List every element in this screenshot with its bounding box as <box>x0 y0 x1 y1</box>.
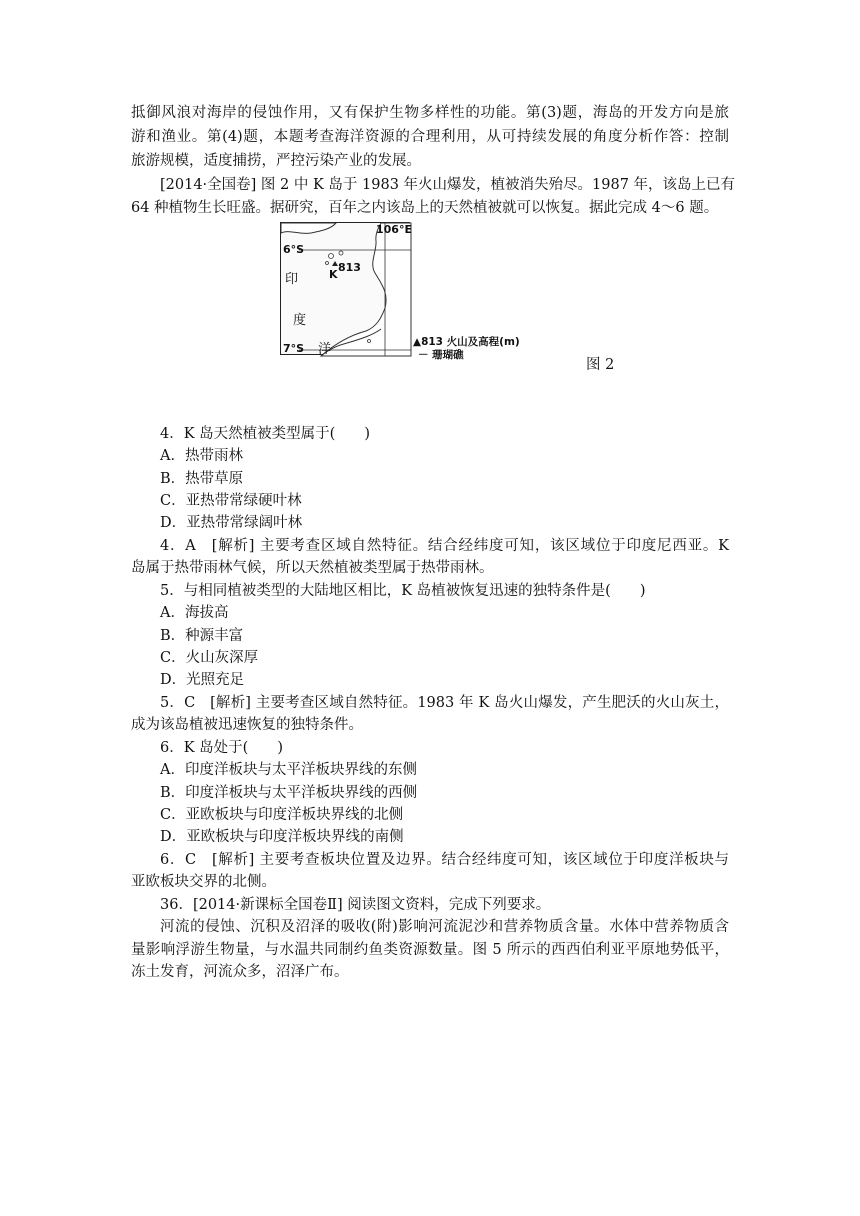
answer-line: 亚欧板块交界的北侧。 <box>131 874 276 890</box>
lat-top-label: 6°S <box>283 243 305 256</box>
option: A．海拔高 <box>160 605 229 621</box>
paragraph-line: 冻土发育，河流众多，沼泽广布。 <box>131 964 349 980</box>
option: C．亚欧板块与印度洋板块界线的北侧 <box>160 807 404 823</box>
question-stem: 36．[2014·新课标全国卷Ⅱ] 阅读图文资料，完成下列要求。 <box>160 897 551 913</box>
option: B．热带草原 <box>160 471 244 487</box>
question-stem: 5．与相同植被类型的大陆地区相比，K 岛植被恢复迅速的独特条件是( ) <box>160 583 646 599</box>
ocean-char: 度 <box>293 313 307 328</box>
option: A．印度洋板块与太平洋板块界线的东侧 <box>160 762 417 778</box>
option: C．火山灰深厚 <box>160 650 259 666</box>
legend-volcano: ▲813 火山及高程(m) <box>413 336 520 348</box>
ocean-char: 洋 <box>318 342 332 357</box>
answer-line: 5．C [解析] 主要考查区域自然特征。1983 年 K 岛火山爆发，产生肥沃的火山灰土， <box>160 695 729 711</box>
question-stem: 6．K 岛处于( ) <box>160 740 283 756</box>
option: B．印度洋板块与太平洋板块界线的西侧 <box>160 785 418 801</box>
paragraph-line: 旅游规模，适度捕捞，严控污染产业的发展。 <box>131 153 421 169</box>
answer-line: 成为该岛植被迅速恢复的独特条件。 <box>131 717 363 733</box>
legend-reef-row <box>418 349 464 361</box>
option: D．亚欧板块与印度洋板块界线的南侧 <box>160 829 404 845</box>
answer-line: 4．A [解析] 主要考查区域自然特征。结合经纬度可知，该区域位于印度尼西亚。K <box>160 538 729 554</box>
reef-symbol-icon: － <box>418 349 429 361</box>
paragraph-line: 抵御风浪对海岸的侵蚀作用，又有保护生物多样性的功能。第(3)题，海岛的开发方向是旅 <box>131 105 729 121</box>
option: C．亚热带常绿硬叶林 <box>160 493 302 509</box>
answer-line: 6．C [解析] 主要考查板块位置及边界。结合经纬度可知，该区域位于印度洋板块与 <box>160 852 729 868</box>
option: A．热带雨林 <box>160 448 243 464</box>
intro-line: [2014·全国卷] 图 2 中 K 岛于 1983 年火山爆发，植被消失殆尽。1987 年，该岛上已有 <box>160 177 736 193</box>
question-stem: 4．K 岛天然植被类型属于( ) <box>160 426 370 442</box>
paragraph-line: 游和渔业。第(4)题，本题考查海洋资源的合理利用，从可持续发展的角度分析作答：控制 <box>131 129 729 145</box>
elev-label: 813 <box>338 261 361 274</box>
lon-label: 106°E <box>376 223 412 236</box>
legend-reef: 珊瑚礁 <box>432 349 464 361</box>
paragraph-line: 河流的侵蚀、沉积及沼泽的吸收(附)影响河流泥沙和营养物质含量。水体中营养物质含 <box>160 919 729 935</box>
answer-line: 岛属于热带雨林气候，所以天然植被类型属于热带雨林。 <box>131 560 494 576</box>
k-island-map <box>280 222 410 355</box>
option: D．亚热带常绿阔叶林 <box>160 515 303 531</box>
option: D．光照充足 <box>160 672 245 688</box>
intro-line: 64 种植物生长旺盛。据研究，百年之内该岛上的天然植被就可以恢复。据此完成 4～6 题。 <box>131 200 719 216</box>
lat-bottom-label: 7°S <box>283 342 305 355</box>
island-label: K <box>329 268 338 281</box>
option: B．种源丰富 <box>160 628 244 644</box>
figure-caption: 图 2 <box>586 357 615 373</box>
ocean-char: 印 <box>285 272 299 287</box>
paragraph-line: 量影响浮游生物量，与水温共同制约鱼类资源数量。图 5 所示的西西伯利亚平原地势低平， <box>131 942 729 958</box>
